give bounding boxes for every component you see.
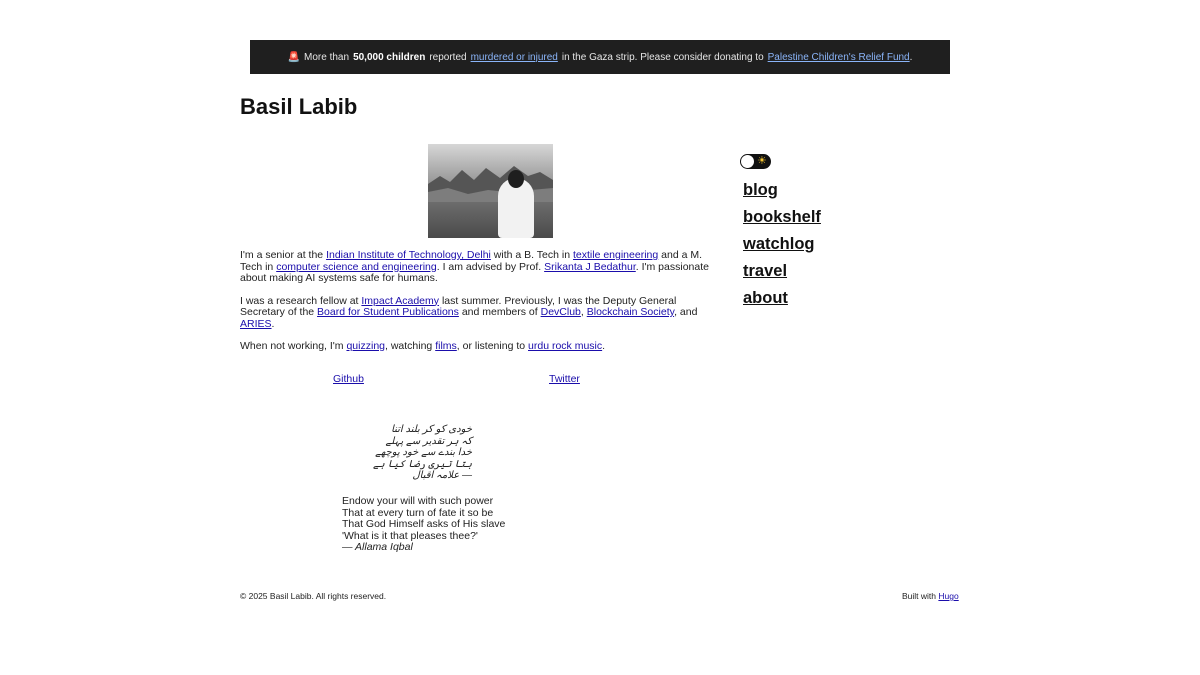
link-textile-engineering[interactable]: textile engineering — [572, 249, 659, 261]
urdu-poem-line: خودی کو کر بلند اتنا — [391, 424, 472, 435]
link-impact-academy[interactable]: Impact Academy — [361, 294, 440, 307]
bio-text: last summer. Previously, I was the Deputy General Secretary of the — [240, 294, 677, 318]
hugo-link[interactable]: Hugo — [938, 591, 959, 601]
twitter-link[interactable]: Twitter — [549, 373, 580, 385]
banner-prefix: More than — [304, 51, 350, 63]
toggle-knob — [741, 155, 754, 168]
bio-text: , and — [674, 306, 698, 318]
bio-paragraph-2 — [240, 296, 718, 331]
nav-travel[interactable]: travel — [743, 262, 788, 280]
bio-text: I was a research fellow at — [240, 294, 359, 307]
banner-count: 50,000 children — [353, 51, 426, 63]
urdu-poem-line: بتا تیری رضا کیا ہے — [372, 458, 472, 470]
banner-suffix: . — [909, 51, 913, 63]
urdu-poem-line: خدا بندے سے خود پوچھے — [375, 447, 472, 458]
link-aries[interactable]: ARIES — [240, 317, 272, 330]
bio-text: with a B. Tech in — [493, 249, 571, 261]
banner-link-casualties[interactable]: murdered or injured — [470, 51, 558, 63]
urdu-poem-line: کہ ہر تقدیر سے پہلے — [385, 435, 472, 447]
nav-watchlog[interactable]: watchlog — [743, 235, 815, 253]
nav-bookshelf[interactable]: bookshelf — [743, 208, 821, 226]
built-with-text: Built with — [902, 591, 937, 601]
site-title: Basil Labib — [240, 94, 358, 119]
link-blockchain-society[interactable]: Blockchain Society — [586, 306, 675, 318]
link-advisor[interactable]: Srikanta J Bedathur — [544, 260, 636, 273]
bio-paragraph-3 — [240, 341, 718, 353]
bio-text: . I am advised by Prof. — [436, 260, 542, 273]
bio-text: When not working, I'm — [240, 340, 344, 352]
bio-text: . I'm passionate about making AI systems safe for humans. — [240, 260, 709, 284]
bio-text: , — [580, 306, 584, 318]
bio-text: , watching — [385, 340, 433, 352]
bio-text: and a M. Tech in — [240, 249, 702, 273]
person-head — [508, 170, 524, 188]
bio-text: . — [271, 317, 275, 330]
urdu-poem-attribution: — علامہ اقبال — [412, 470, 472, 481]
site-nav — [743, 178, 821, 313]
english-poem-line: Endow your will with such power — [342, 495, 494, 507]
bio-text: , or listening to — [456, 340, 526, 352]
profile-photo — [428, 144, 553, 238]
footer-built-with — [902, 591, 959, 601]
alert-icon: 🚨 — [287, 51, 301, 63]
bio-text: . — [602, 340, 606, 352]
link-iit-delhi[interactable]: Indian Institute of Technology, Delhi — [326, 249, 491, 261]
link-films[interactable]: films — [435, 340, 457, 352]
english-poem — [342, 496, 505, 554]
english-poem-line: That God Himself asks of His slave — [342, 518, 506, 530]
link-quizzing[interactable]: quizzing — [346, 340, 385, 352]
announcement-banner — [250, 40, 950, 74]
bio-paragraph-1 — [240, 250, 718, 285]
bio-text: I'm a senior at the — [240, 249, 324, 261]
theme-toggle[interactable] — [740, 154, 771, 169]
footer-copyright: © 2025 Basil Labib. All rights reserved. — [240, 591, 387, 601]
banner-mid: reported — [429, 51, 467, 63]
link-cse[interactable]: computer science and engineering — [276, 260, 437, 273]
mountain-backdrop — [428, 162, 553, 202]
sun-icon: ☀ — [757, 155, 767, 167]
bio-text: and members of — [461, 306, 538, 318]
github-link[interactable]: Github — [333, 373, 364, 385]
bio-section — [240, 250, 718, 364]
urdu-poem — [342, 424, 472, 482]
link-urdu-rock[interactable]: urdu rock music — [528, 340, 603, 352]
link-devclub[interactable]: DevClub — [540, 306, 581, 318]
english-poem-line: That at every turn of fate it so be — [342, 506, 494, 519]
link-bsp[interactable]: Board for Student Publications — [317, 306, 459, 318]
nav-blog[interactable]: blog — [743, 181, 778, 199]
nav-about[interactable]: about — [743, 289, 788, 307]
english-poem-attribution: — Allama Iqbal — [342, 541, 413, 553]
english-poem-line: 'What is it that pleases thee?' — [342, 529, 478, 542]
banner-mid2: in the Gaza strip. Please consider donating to — [561, 51, 764, 63]
banner-link-pcrf[interactable]: Palestine Children's Relief Fund — [767, 51, 910, 63]
